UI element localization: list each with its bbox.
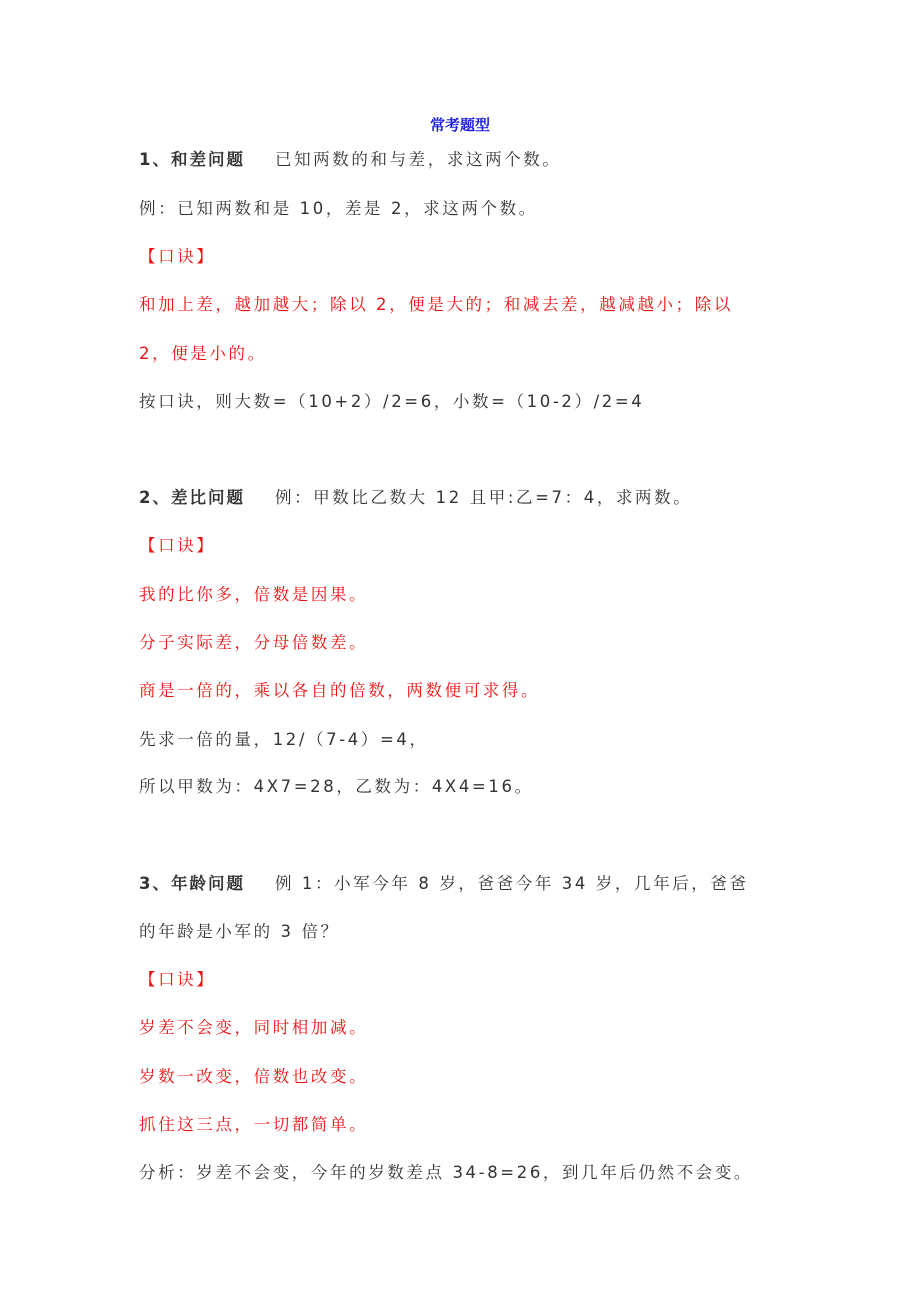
section3-mnemonic-line3: 抓住这三点，一切都简单。	[139, 1115, 369, 1134]
section2-description: 例：甲数比乙数大 12 且甲:乙=7：4，求两数。	[274, 488, 693, 507]
section2-solution1: 先求一倍的量，12/（7-4）=4，	[139, 730, 429, 749]
section2-heading-line	[139, 487, 692, 509]
section1-heading-line	[139, 149, 561, 171]
section3-description1: 例 1：小军今年 8 岁，爸爸今年 34 岁，几年后，爸爸	[274, 874, 749, 893]
section2-mnemonic-label: 【口诀】	[139, 536, 216, 555]
section3-heading-line	[139, 873, 749, 895]
section1-mnemonic-line1: 和加上差，越加越大；除以 2，便是大的；和减去差，越减越小；除以	[139, 295, 733, 314]
section1-solution: 按口诀，则大数=（10+2）/2=6，小数=（10-2）/2=4	[139, 392, 645, 411]
section3-mnemonic-label: 【口诀】	[139, 970, 216, 989]
page-title: 常考题型	[429, 116, 490, 134]
section2-mnemonic-line3: 商是一倍的，乘以各自的倍数，两数便可求得。	[139, 681, 541, 700]
section1-example: 例：已知两数和是 10，差是 2，求这两个数。	[139, 199, 538, 218]
section1-mnemonic-line2: 2，便是小的。	[139, 344, 267, 363]
section3-mnemonic-line1: 岁差不会变，同时相加减。	[139, 1018, 369, 1037]
section3-heading: 3、年龄问题	[139, 874, 245, 893]
section2-heading: 2、差比问题	[139, 488, 245, 507]
section2-mnemonic-line2: 分子实际差，分母倍数差。	[139, 633, 369, 652]
section1-description: 已知两数的和与差，求这两个数。	[274, 150, 562, 169]
section3-mnemonic-line2: 岁数一改变，倍数也改变。	[139, 1067, 369, 1086]
section3-description2: 的年龄是小军的 3 倍？	[139, 922, 340, 941]
section3-analysis: 分析：岁差不会变，今年的岁数差点 34-8=26，到几年后仍然不会变。	[139, 1163, 754, 1182]
section1-heading: 1、和差问题	[139, 150, 245, 169]
section2-mnemonic-line1: 我的比你多，倍数是因果。	[139, 585, 369, 604]
section2-solution2: 所以甲数为：4X7=28，乙数为：4X4=16。	[139, 777, 534, 796]
section1-mnemonic-label: 【口诀】	[139, 247, 216, 266]
